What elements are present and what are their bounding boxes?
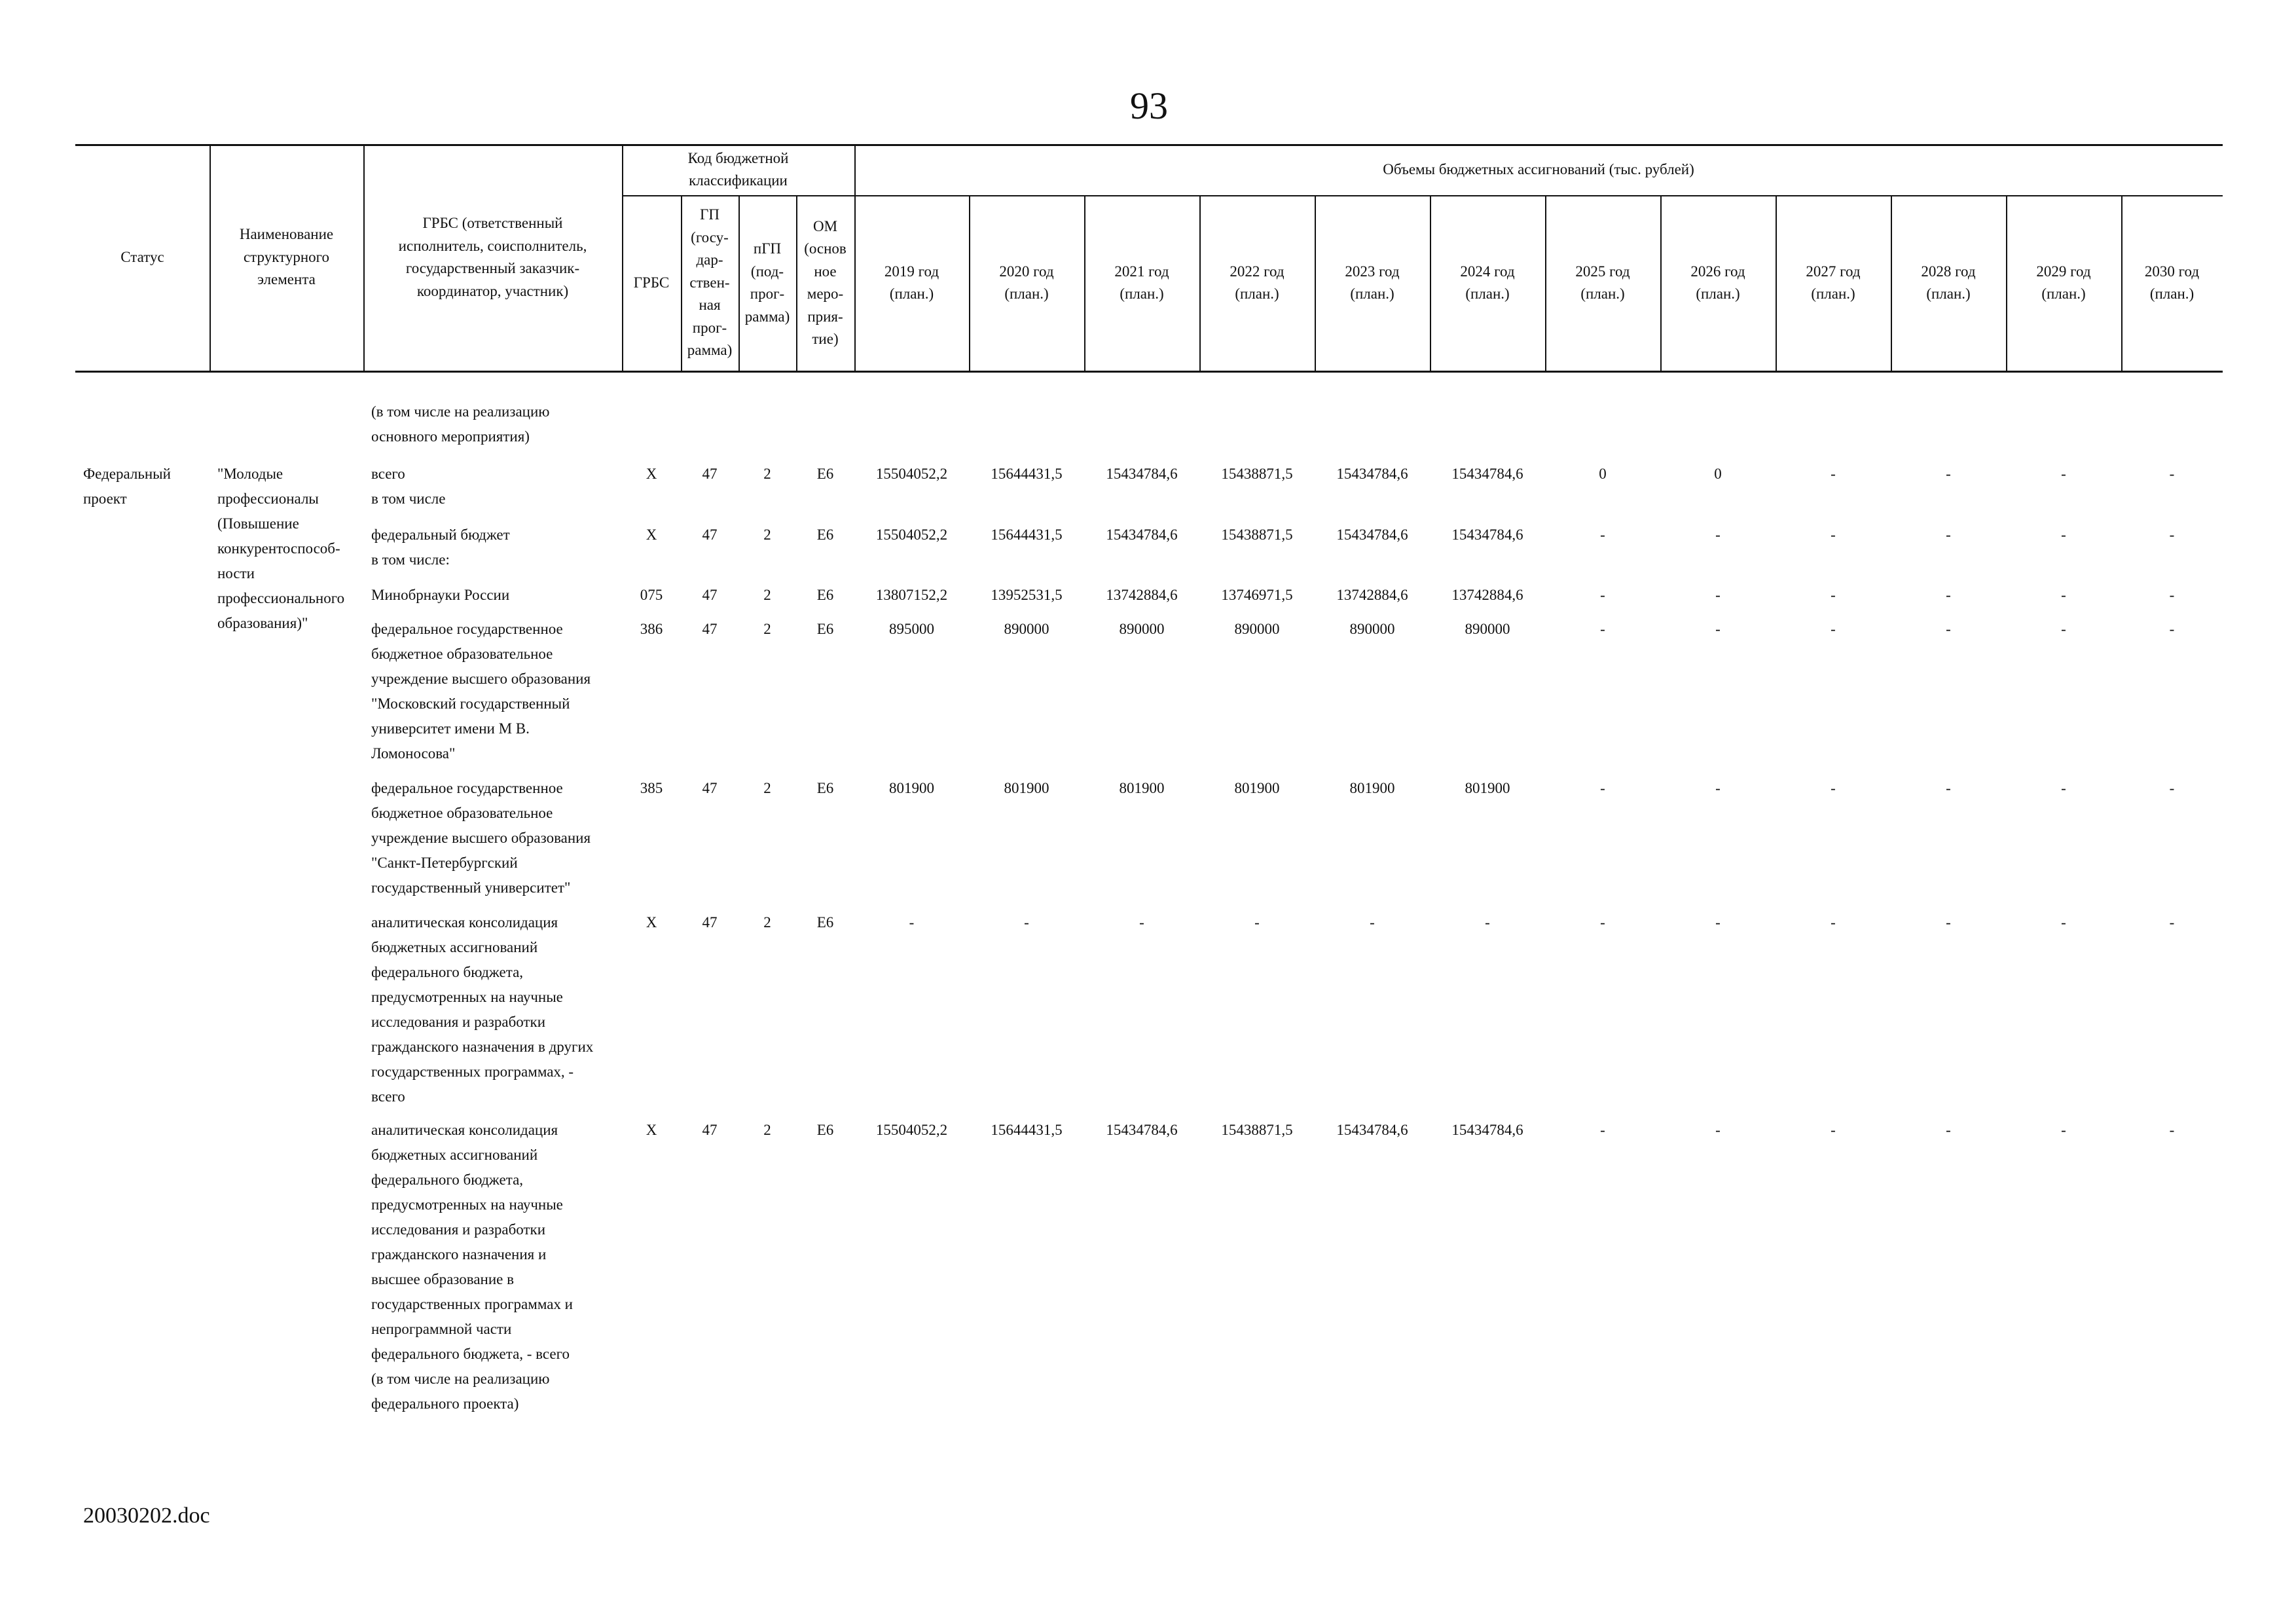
cell-pgp: 2 (763, 466, 771, 482)
cell-year-2024: 15434784,6 (1451, 466, 1523, 482)
header-year-2030 (2121, 195, 2223, 371)
cell-year-2022: 13746971,5 (1221, 587, 1293, 603)
header-year-2024 (1430, 195, 1545, 371)
cell-year-2029: - (2061, 1122, 2066, 1138)
cell-year-2019: 13807152,2 (875, 587, 948, 603)
header-year-2021-text: 2021 год (план.) (1114, 263, 1169, 302)
header-volumes-group (854, 144, 2223, 195)
header-volumes-group-text: Объемы бюджетных ассигнований (тыс. рублей) (1383, 160, 1694, 177)
header-om (796, 195, 854, 371)
cell-grbs: X (646, 914, 657, 931)
header-year-2026-text: 2026 год (план.) (1690, 263, 1745, 302)
cell-year-2029: - (2061, 526, 2066, 543)
cell-year-2023: 15434784,6 (1336, 526, 1408, 543)
cell-grbs: 386 (640, 621, 663, 637)
cell-year-2025: - (1600, 914, 1605, 931)
header-year-2020-text: 2020 год (план.) (999, 263, 1054, 302)
cell-year-2020: - (1024, 914, 1029, 931)
header-year-2022 (1199, 195, 1315, 371)
row-label: Минобрнауки России (371, 587, 510, 603)
header-year-2028 (1891, 195, 2006, 371)
cell-year-2029: - (2061, 466, 2066, 482)
cell-year-2025: - (1600, 1122, 1605, 1138)
header-year-2019-text: 2019 год (план.) (884, 263, 939, 302)
header-gp-text: ГП (госу- дар- ствен- ная прог- рамма) (687, 206, 733, 359)
cell-year-2021: 15434784,6 (1106, 526, 1178, 543)
cell-year-2020: 15644431,5 (991, 526, 1063, 543)
cell-om: Е6 (816, 1122, 834, 1138)
cell-year-2023: 13742884,6 (1336, 587, 1408, 603)
cell-year-2023: - (1370, 914, 1375, 931)
cell-year-2026: - (1715, 526, 1721, 543)
cell-year-2019: 895000 (889, 621, 934, 637)
cell-year-2021: 15434784,6 (1106, 1122, 1178, 1138)
header-year-2025 (1545, 195, 1660, 371)
cell-year-2026: 0 (1714, 466, 1722, 482)
cell-year-2026: - (1715, 914, 1721, 931)
element-name: "Молодые профессионалы (Повышение конкурентоспособ- ности профессионального образования)" (217, 466, 345, 631)
cell-year-2026: - (1715, 1122, 1721, 1138)
cell-year-2020: 15644431,5 (991, 1122, 1063, 1138)
cell-year-2030: - (2169, 587, 2175, 603)
cell-year-2019: 15504052,2 (875, 1122, 948, 1138)
page-number: 93 (1130, 84, 1168, 127)
cell-om: Е6 (816, 621, 834, 637)
cell-year-2021: - (1139, 914, 1144, 931)
cell-year-2024: 890000 (1465, 621, 1510, 637)
cell-year-2025: - (1600, 526, 1605, 543)
cell-year-2020: 801900 (1004, 780, 1049, 796)
row-label: всего в том числе (371, 466, 446, 507)
header-year-2026 (1660, 195, 1776, 371)
header-year-2022-text: 2022 год (план.) (1230, 263, 1285, 302)
cell-year-2030: - (2169, 914, 2175, 931)
cell-year-2028: - (1946, 621, 1951, 637)
cell-year-2030: - (2169, 1122, 2175, 1138)
cell-grbs: X (646, 526, 657, 543)
cell-gp: 47 (702, 914, 718, 931)
cell-year-2022: - (1254, 914, 1260, 931)
cell-year-2025: - (1600, 780, 1605, 796)
header-year-2025-text: 2025 год (план.) (1575, 263, 1630, 302)
cell-year-2025: 0 (1599, 466, 1607, 482)
cell-year-2026: - (1715, 621, 1721, 637)
cell-grbs: X (646, 1122, 657, 1138)
cell-year-2028: - (1946, 914, 1951, 931)
cell-year-2023: 15434784,6 (1336, 466, 1408, 482)
cell-gp: 47 (702, 587, 718, 603)
cell-year-2024: 15434784,6 (1451, 1122, 1523, 1138)
header-om-text: ОМ (основ ное меро- прия- тие) (804, 217, 847, 347)
cell-pgp: 2 (763, 621, 771, 637)
row-label: аналитическая консолидация бюджетных ассигнований федерального бюджета, предусмотренных на научные исследования и разработки гражданского назначения в других государственных программах, - всего (371, 914, 594, 1105)
cell-year-2019: 801900 (889, 780, 934, 796)
cell-year-2025: - (1600, 621, 1605, 637)
cell-year-2023: 801900 (1349, 780, 1395, 796)
cell-year-2027: - (1831, 914, 1836, 931)
header-grbs-text: ГРБС (633, 274, 670, 291)
cell-year-2027: - (1831, 526, 1836, 543)
cell-year-2027: - (1831, 587, 1836, 603)
cell-year-2020: 13952531,5 (991, 587, 1063, 603)
cell-year-2029: - (2061, 914, 2066, 931)
header-pgp-text: пГП (под- прог- рамма) (744, 240, 790, 325)
cell-year-2020: 15644431,5 (991, 466, 1063, 482)
header-year-2021 (1084, 195, 1199, 371)
cell-year-2022: 890000 (1234, 621, 1280, 637)
cell-year-2026: - (1715, 780, 1721, 796)
header-year-2029-text: 2029 год (план.) (2036, 263, 2091, 302)
cell-gp: 47 (702, 526, 718, 543)
header-element-text: Наименование структурного элемента (239, 226, 334, 288)
cell-year-2028: - (1946, 780, 1951, 796)
cell-gp: 47 (702, 1122, 718, 1138)
cell-gp: 47 (702, 780, 718, 796)
cell-year-2028: - (1946, 526, 1951, 543)
cell-year-2027: - (1831, 780, 1836, 796)
cell-year-2021: 13742884,6 (1106, 587, 1178, 603)
cell-year-2022: 801900 (1234, 780, 1280, 796)
header-year-2023-text: 2023 год (план.) (1345, 263, 1400, 302)
cell-year-2022: 15438871,5 (1221, 526, 1293, 543)
cell-year-2024: - (1485, 914, 1490, 931)
cell-om: Е6 (816, 587, 834, 603)
header-grbs-responsible (363, 144, 622, 371)
header-year-2028-text: 2028 год (план.) (1921, 263, 1976, 302)
cell-year-2028: - (1946, 466, 1951, 482)
row-label: федеральное государственное бюджетное образовательное учреждение высшего образования "Московский государственный университет имени М В. Ломоносова" (371, 621, 591, 762)
cell-year-2029: - (2061, 780, 2066, 796)
cell-year-2027: - (1831, 466, 1836, 482)
header-status-text: Статус (120, 248, 164, 265)
cell-year-2022: 15438871,5 (1221, 466, 1293, 482)
cell-year-2021: 801900 (1119, 780, 1165, 796)
cell-year-2024: 15434784,6 (1451, 526, 1523, 543)
cell-year-2028: - (1946, 1122, 1951, 1138)
row-label: федеральный бюджет в том числе: (371, 526, 510, 568)
cell-om: Е6 (816, 914, 834, 931)
cell-pgp: 2 (763, 587, 771, 603)
row-label: аналитическая консолидация бюджетных ассигнований федерального бюджета, предусмотренных на научные исследования и разработки гражданского назначения и высшее образование в государственных программах и непрограммной части федерального бюджета, - всего (в том числе на реализацию федерального проекта) (371, 1122, 573, 1412)
cell-om: Е6 (816, 466, 834, 482)
cell-grbs: X (646, 466, 657, 482)
cell-year-2019: - (909, 914, 915, 931)
cell-pgp: 2 (763, 1122, 771, 1138)
cell-year-2029: - (2061, 621, 2066, 637)
cell-year-2026: - (1715, 587, 1721, 603)
cell-year-2023: 15434784,6 (1336, 1122, 1408, 1138)
cell-year-2030: - (2169, 780, 2175, 796)
cell-year-2027: - (1831, 621, 1836, 637)
header-year-2024-text: 2024 год (план.) (1460, 263, 1515, 302)
row-label: федеральное государственное бюджетное образовательное учреждение высшего образования "Санкт-Петербургский государственный университет" (371, 780, 591, 896)
cell-year-2030: - (2169, 621, 2175, 637)
cell-gp: 47 (702, 621, 718, 637)
header-year-2029 (2006, 195, 2121, 371)
cell-year-2021: 890000 (1119, 621, 1165, 637)
cell-year-2023: 890000 (1349, 621, 1395, 637)
cell-pgp: 2 (763, 780, 771, 796)
header-year-2027-text: 2027 год (план.) (1806, 263, 1861, 302)
header-code-group-text: Код бюджетной классификации (687, 149, 789, 189)
cell-year-2029: - (2061, 587, 2066, 603)
cell-year-2024: 801900 (1465, 780, 1510, 796)
footer-filename: 20030202.doc (83, 1504, 210, 1528)
cell-year-2027: - (1831, 1122, 1836, 1138)
cell-year-2030: - (2169, 466, 2175, 482)
cell-year-2021: 15434784,6 (1106, 466, 1178, 482)
header-grbs-responsible-text: ГРБС (ответственный исполнитель, соисполнитель, государственный заказчик- координатор, участник) (398, 215, 587, 299)
cell-pgp: 2 (763, 526, 771, 543)
cell-om: Е6 (816, 526, 834, 543)
cell-year-2025: - (1600, 587, 1605, 603)
header-grbs (622, 195, 681, 371)
cell-year-2022: 15438871,5 (1221, 1122, 1293, 1138)
cell-year-2019: 15504052,2 (875, 526, 948, 543)
cell-gp: 47 (702, 466, 718, 482)
cell-om: Е6 (816, 780, 834, 796)
header-gp (681, 195, 738, 371)
header-year-2020 (969, 195, 1084, 371)
cell-year-2024: 13742884,6 (1451, 587, 1523, 603)
header-code-group (622, 144, 854, 195)
header-status (75, 144, 210, 371)
header-year-2030-text: 2030 год (план.) (2144, 263, 2200, 302)
cell-year-2019: 15504052,2 (875, 466, 948, 482)
cell-year-2030: - (2169, 526, 2175, 543)
cell-pgp: 2 (763, 914, 771, 931)
intro-note: (в том числе на реализацию основного мероприятия) (371, 403, 550, 445)
header-year-2027 (1776, 195, 1891, 371)
header-year-2019 (854, 195, 969, 371)
cell-year-2020: 890000 (1004, 621, 1049, 637)
header-pgp (738, 195, 796, 371)
header-element (210, 144, 363, 371)
header-bottom-rule (75, 371, 2223, 373)
cell-grbs: 385 (640, 780, 663, 796)
header-year-2023 (1315, 195, 1430, 371)
cell-grbs: 075 (640, 587, 663, 603)
cell-year-2028: - (1946, 587, 1951, 603)
status-value: Федеральный проект (83, 466, 171, 507)
